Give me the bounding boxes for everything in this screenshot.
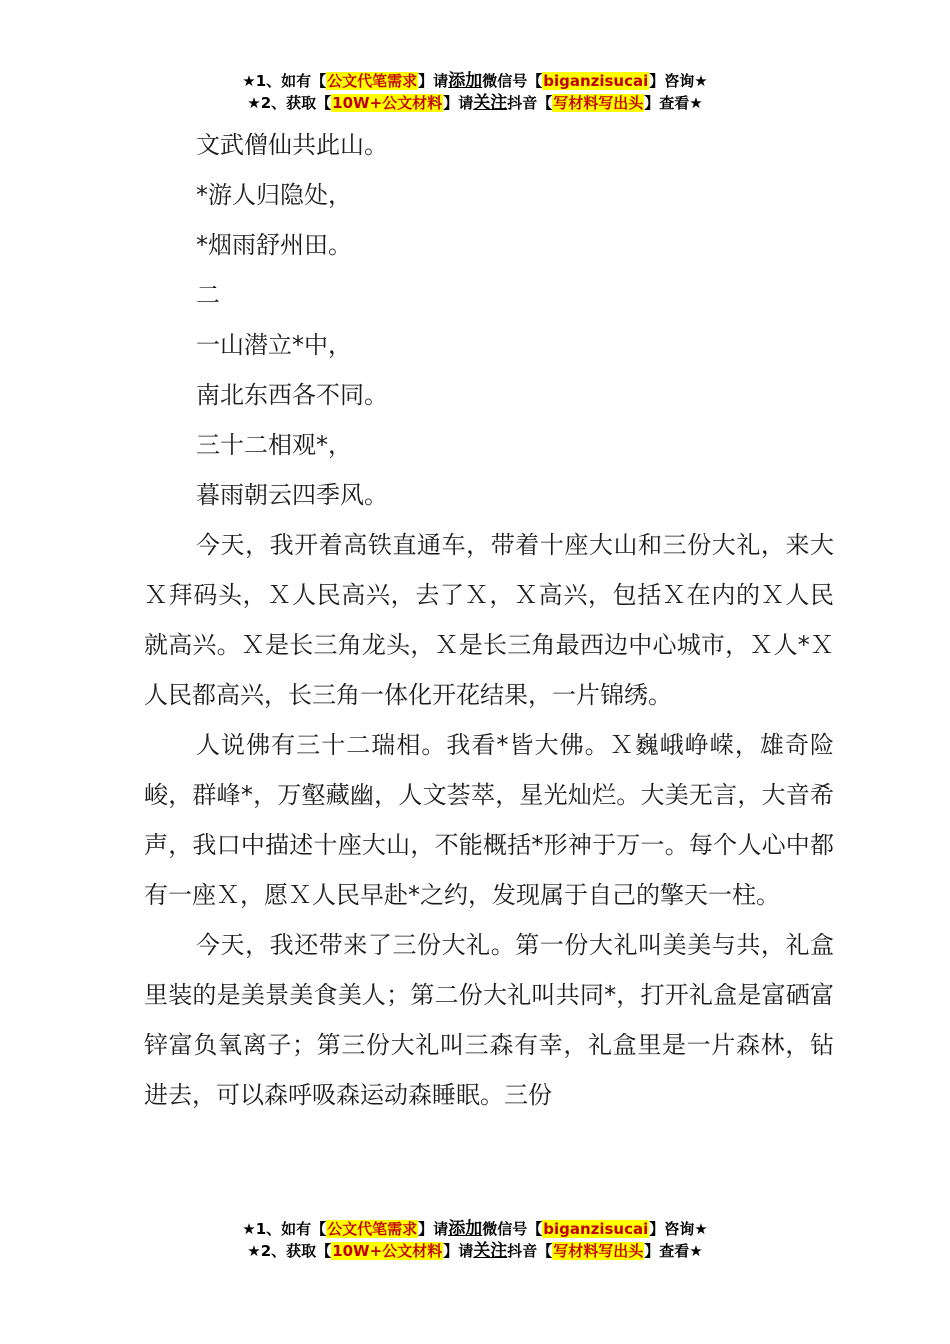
banner-line-1 bbox=[0, 70, 950, 92]
poem-line: *游人归隐处， bbox=[196, 181, 352, 209]
poem-line: 暮雨朝云四季风。 bbox=[196, 481, 388, 509]
banner-text: 】请 bbox=[418, 72, 449, 90]
banner-text: 】查看★ bbox=[644, 1242, 703, 1260]
paragraph: 人说佛有三十二瑞相。我看*皆大佛。Ｘ巍峨峥嵘，雄奇险峻，群峰*，万壑藏幽，人文荟萃，星光灿烂。大美无言，大音希声，我口中描述十座大山，不能概括*形神于万一。每个人心中都有一座Ｘ，愿Ｘ人民早赴*之约，发现属于自己的擎天一柱。 bbox=[144, 731, 834, 909]
banner-text: 】咨询★ bbox=[649, 1220, 708, 1238]
poem-line: 南北东西各不同。 bbox=[196, 381, 388, 409]
banner-emphasis: 添加 bbox=[448, 71, 483, 91]
banner-highlight: 公文代笔需求 bbox=[327, 72, 418, 90]
banner-highlight: 写材料写出头 bbox=[553, 94, 644, 112]
banner-text: 】咨询★ bbox=[649, 72, 708, 90]
header-banner bbox=[0, 70, 950, 114]
banner-text: 】请 bbox=[443, 1242, 474, 1260]
poem-section-number: 二 bbox=[196, 281, 220, 309]
banner-text: ★1、如有【 bbox=[242, 72, 327, 90]
poem-line: 文武僧仙共此山。 bbox=[196, 131, 388, 159]
poem-line: *烟雨舒州田。 bbox=[196, 231, 352, 259]
banner-emphasis: 关注 bbox=[473, 93, 508, 113]
paragraph: 今天，我还带来了三份大礼。第一份大礼叫美美与共，礼盒里装的是美景美食美人；第二份大礼叫共同*，打开礼盒是富硒富锌富负氧离子；第三份大礼叫三森有幸，礼盒里是一片森林，钻进去，可以森呼吸森运动森睡眠。三份 bbox=[144, 931, 834, 1109]
footer-banner bbox=[0, 1218, 950, 1262]
banner-highlight: 10W+公文材料 bbox=[332, 94, 443, 112]
banner-text: 微信号【 bbox=[482, 1220, 543, 1238]
banner-highlight: biganzisucai bbox=[543, 1220, 649, 1238]
poem-line: 三十二相观*， bbox=[196, 431, 352, 459]
banner-text: 】查看★ bbox=[644, 94, 703, 112]
banner-text: 抖音【 bbox=[507, 1242, 553, 1260]
banner-text: ★1、如有【 bbox=[242, 1220, 327, 1238]
banner-line-2 bbox=[0, 92, 950, 114]
banner-highlight: 10W+公文材料 bbox=[332, 1242, 443, 1260]
document-body bbox=[144, 120, 834, 1120]
banner-emphasis: 添加 bbox=[448, 1219, 483, 1239]
paragraph: 今天，我开着高铁直通车，带着十座大山和三份大礼，来大Ｘ拜码头，Ｘ人民高兴，去了Ｘ，Ｘ高兴，包括Ｘ在内的Ｘ人民就高兴。Ｘ是长三角龙头，Ｘ是长三角最西边中心城市，Ｘ人*Ｘ人民都高兴，长三角一体化开花结果，一片锦绣。 bbox=[144, 531, 834, 709]
banner-line-2 bbox=[0, 1240, 950, 1262]
banner-text: ★2、获取【 bbox=[247, 1242, 332, 1260]
banner-text: 微信号【 bbox=[482, 72, 543, 90]
banner-text: 抖音【 bbox=[507, 94, 553, 112]
banner-text: 】请 bbox=[418, 1220, 449, 1238]
banner-emphasis: 关注 bbox=[473, 1241, 508, 1261]
banner-highlight: biganzisucai bbox=[543, 72, 649, 90]
banner-text: ★2、获取【 bbox=[247, 94, 332, 112]
banner-text: 】请 bbox=[443, 94, 474, 112]
banner-highlight: 公文代笔需求 bbox=[327, 1220, 418, 1238]
banner-line-1 bbox=[0, 1218, 950, 1240]
poem-line: 一山潜立*中， bbox=[196, 331, 352, 359]
banner-highlight: 写材料写出头 bbox=[553, 1242, 644, 1260]
